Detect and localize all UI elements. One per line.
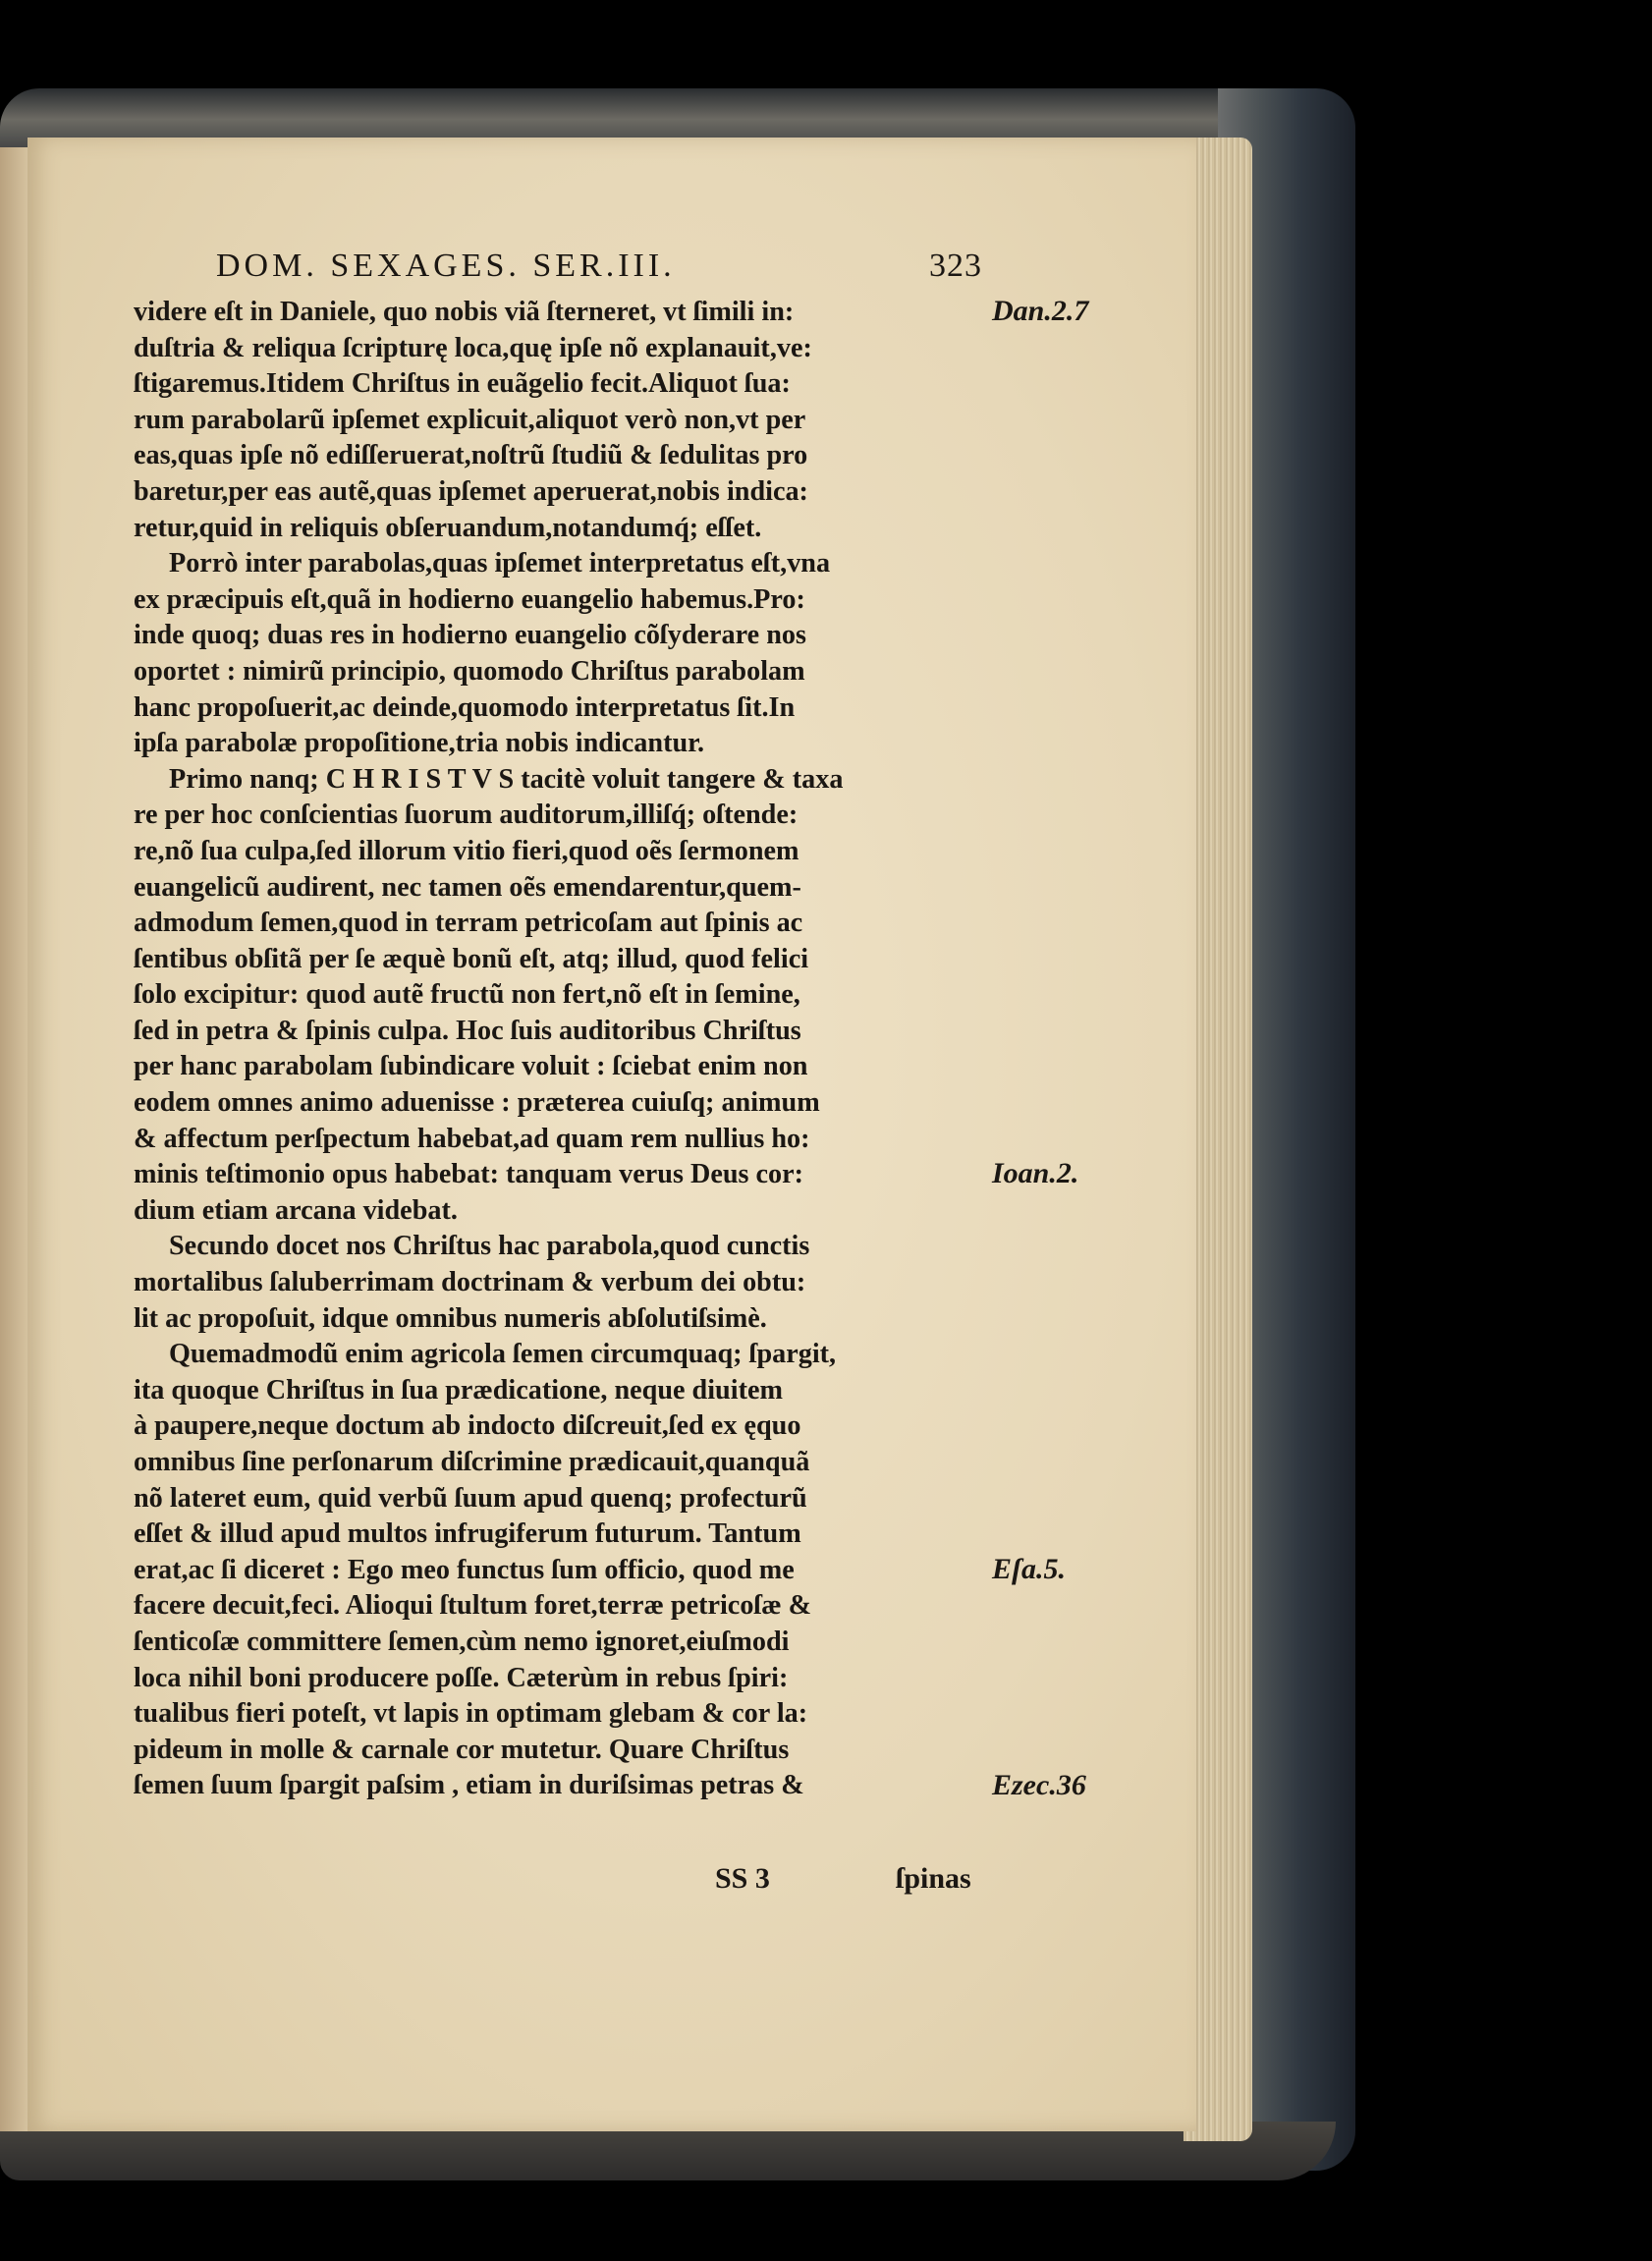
text-line: rum parabolarũ ipſemet explicuit,aliquot verò non,vt per (134, 404, 806, 435)
text-line: Quemadmodũ enim agricola ſemen circumquaq; ſpargit, (169, 1339, 837, 1370)
catchword: ſpinas (896, 1862, 971, 1895)
text-line: lit ac propoſuit, idque omnibus numeris abſolutiſsimè. (134, 1302, 767, 1334)
text-line: erat,ac ſi diceret : Ego meo functus ſum officio, quod me (134, 1554, 795, 1585)
text-line: loca nihil boni producere poſſe. Cæterùm in rebus ſpiri: (134, 1662, 789, 1693)
text-line: per hanc parabolam ſubindicare voluit : ſciebat enim non (134, 1051, 808, 1082)
text-line: nõ lateret eum, quid verbũ ſuum apud quenq; profecturũ (134, 1482, 807, 1514)
text-line: omnibus ſine perſonarum diſcrimine prædicauit,quanquã (134, 1447, 810, 1477)
text-line: ipſa parabolæ propoſitione,tria nobis indicantur. (134, 728, 705, 759)
text-line: Primo nanq; C H R I S T V S tacitè voluit tangere & taxa (169, 763, 844, 795)
text-line: euangelicũ audirent, nec tamen oẽs emendarentur,quem- (134, 871, 801, 903)
text-line: minis teſtimonio opus habebat: tanquam verus Deus cor: (134, 1159, 804, 1190)
text-line: Secundo docet nos Chriſtus hac parabola,quod cunctis (169, 1231, 810, 1262)
text-line: dium etiam arcana videbat. (134, 1194, 458, 1226)
margin-note: Ioan.2. (992, 1157, 1079, 1190)
text-line: ſtigaremus.Itidem Chriſtus in euãgelio fecit.Aliquot ſua: (134, 368, 791, 400)
text-line: ſentibus obſitã per ſe æquè bonũ eſt, atq; illud, quod felici (134, 943, 809, 974)
text-line: eas,quas ipſe nõ ediſſeruerat,noſtrũ ſtudiũ & ſedulitas pro (134, 440, 808, 471)
text-line: duſtria & reliqua ſcripturę loca,quę ipſe nõ explanauit,ve: (134, 332, 812, 363)
text-line: ſenticoſæ committere ſemen,cùm nemo ignoret,eiuſmodi (134, 1626, 790, 1657)
text-line: à paupere,neque doctum ab indocto diſcreuit,ſed ex ęquo (134, 1410, 801, 1442)
body-text (134, 295, 974, 1804)
text-line: & affectum perſpectum habebat,ad quam rem nullius ho: (134, 1123, 810, 1154)
text-line: inde quoq; duas res in hodierno euangelio cõſyderare nos (134, 620, 806, 651)
running-title: DOM. SEXAGES. SER.III. (216, 248, 676, 284)
text-line: ita quoque Chriſtus in ſua prædicatione, neque diuitem (134, 1374, 783, 1406)
text-line: eodem omnes animo aduenisse : præterea cuiuſq; animum (134, 1087, 820, 1119)
text-line: pideum in molle & carnale cor mutetur. Quare Chriſtus (134, 1734, 790, 1765)
signature-mark: SS 3 (715, 1862, 770, 1895)
text-line: retur,quid in reliquis obſeruandum,notandumq́; eſſet. (134, 512, 762, 543)
text-line: ſolo excipitur: quod autẽ fructũ non fert,nõ eſt in ſemine, (134, 979, 800, 1011)
text-line: oportet : nimirũ principio, quomodo Chriſtus parabolam (134, 655, 805, 687)
text-line: facere decuit,feci. Alioqui ſtultum foret,terræ petricoſæ & (134, 1590, 812, 1622)
text-line: Porrò inter parabolas,quas ipſemet interpretatus eſt,vna (169, 548, 831, 579)
text-line: ſed in petra & ſpinis culpa. Hoc ſuis auditoribus Chriſtus (134, 1015, 801, 1046)
page-number: 323 (929, 248, 982, 284)
margin-note: Ezec.36 (992, 1768, 1086, 1801)
text-line: hanc propoſuerit,ac deinde,quomodo interpretatus ſit.In (134, 691, 796, 723)
text-line: mortalibus ſaluberrimam doctrinam & verbum dei obtu: (134, 1267, 806, 1298)
margin-note: Dan.2.7 (992, 295, 1089, 327)
margin-note: Eſa.5. (992, 1553, 1066, 1585)
text-line: eſſet & illud apud multos infrugiferum futurum. Tantum (134, 1518, 801, 1550)
text-line: re per hoc conſcientias ſuorum auditorum,illiſq́; oſtende: (134, 800, 798, 831)
text-line: tualibus fieri poteſt, vt lapis in optimam glebam & cor la: (134, 1698, 808, 1730)
text-line: ex præcipuis eſt,quã in hodierno euangelio habemus.Pro: (134, 583, 805, 615)
text-line: baretur,per eas autẽ,quas ipſemet aperuerat,nobis indica: (134, 475, 808, 507)
text-line: admodum ſemen,quod in terram petricoſam aut ſpinis ac (134, 908, 803, 939)
text-line: re,nõ ſua culpa,ſed illorum vitio fieri,quod oẽs ſermonem (134, 835, 799, 866)
text-line: videre eſt in Daniele, quo nobis viã ſterneret, vt ſimili in: (134, 297, 795, 327)
running-header (216, 248, 982, 291)
text-line: ſemen ſuum ſpargit paſsim , etiam in duriſsimas petras & (134, 1770, 804, 1801)
